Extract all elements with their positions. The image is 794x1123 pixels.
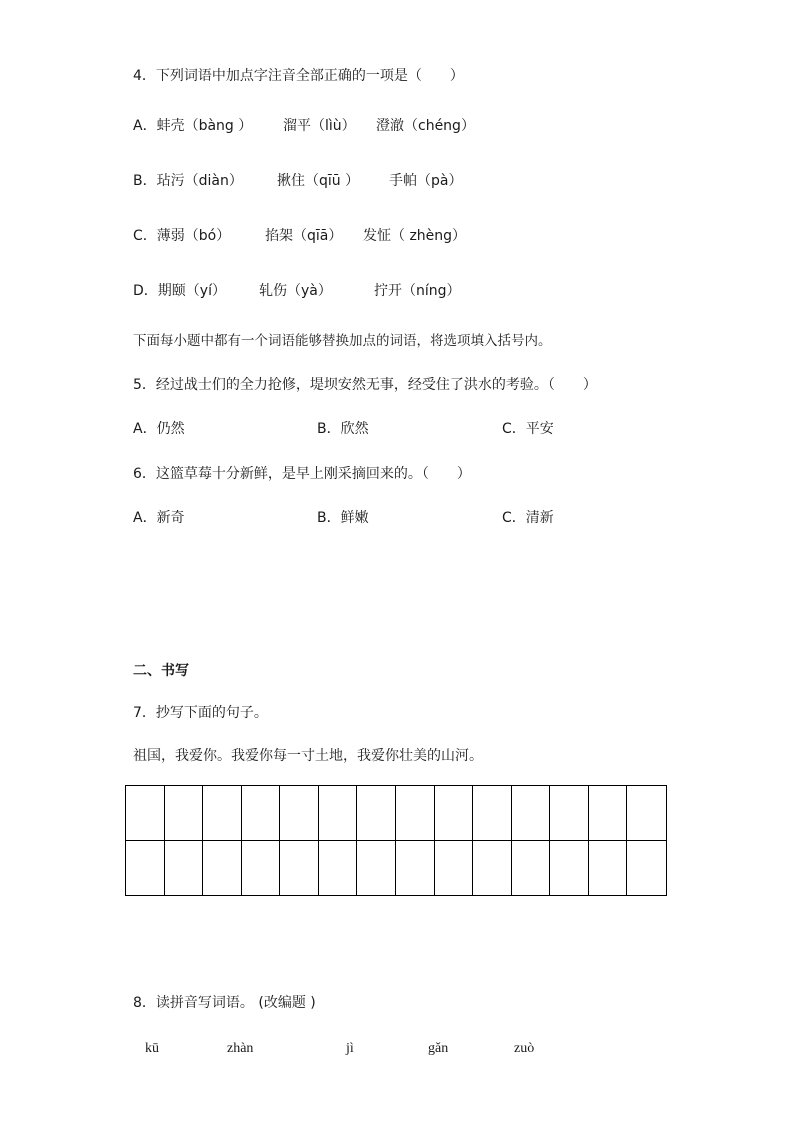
grid-cell [126, 841, 165, 896]
writing-grid [125, 785, 667, 896]
q5-option-b: B．欣然 [317, 421, 369, 437]
q4-option-d-word3: 拧开（níng） [374, 283, 461, 299]
q5-stem: 5．经过战士们的全力抢修，堤坝安然无事，经受住了洪水的考验。（ ） [133, 377, 597, 393]
grid-cell [589, 841, 628, 896]
q4-option-c-word3: 发怔（ zhèng） [363, 228, 467, 244]
q4-option-c-word2: 掐架（qīā） [265, 228, 343, 244]
q4-option-a-word2: 溜平（lìù） [283, 118, 356, 134]
q7-sentence: 祖国，我爱你。我爱你每一寸土地，我爱你壮美的山河。 [133, 748, 483, 764]
grid-cell [203, 786, 242, 841]
q4-option-a-word1: A．蚌壳（bàng ） [133, 118, 253, 134]
grid-cell [550, 841, 589, 896]
q4-option-a-word3: 澄澈（chéng） [376, 118, 475, 134]
pinyin-2: zhàn [227, 1041, 254, 1056]
grid-cell [627, 841, 666, 896]
grid-cell [165, 841, 204, 896]
grid-cell [357, 786, 396, 841]
q4-option-c-word1: C．薄弱（bó） [133, 228, 231, 244]
q4-option-b-word2: 揪住（qīū ） [277, 173, 360, 189]
grid-cell [512, 841, 551, 896]
grid-cell [319, 786, 358, 841]
q6-option-b: B．鲜嫩 [317, 510, 369, 526]
pinyin-1: kū [145, 1041, 159, 1056]
grid-cell [627, 786, 666, 841]
grid-cell [589, 786, 628, 841]
pinyin-3: jì [346, 1041, 354, 1056]
grid-cell [357, 841, 396, 896]
q4-stem: 4．下列词语中加点字注音全部正确的一项是（ ） [133, 68, 464, 84]
q5-option-a: A．仍然 [133, 421, 185, 437]
grid-cell [396, 786, 435, 841]
grid-cell [512, 786, 551, 841]
pinyin-5: zuò [514, 1041, 535, 1056]
grid-cell [396, 841, 435, 896]
grid-cell [165, 786, 204, 841]
q7-stem: 7．抄写下面的句子。 [133, 705, 268, 721]
q6-stem: 6．这篮草莓十分新鲜，是早上刚采摘回来的。（ ） [133, 466, 471, 482]
grid-cell [242, 841, 281, 896]
grid-cell [203, 841, 242, 896]
grid-cell [473, 841, 512, 896]
grid-cell [319, 841, 358, 896]
pinyin-4: gǎn [428, 1041, 449, 1056]
q6-option-a: A．新奇 [133, 510, 185, 526]
q4-option-b-word1: B．玷污（diàn） [133, 173, 243, 189]
q6-option-c: C．清新 [502, 510, 554, 526]
grid-cell [473, 786, 512, 841]
grid-cell [435, 841, 474, 896]
instruction-text: 下面每小题中都有一个词语能够替换加点的词语，将选项填入括号内。 [133, 333, 552, 349]
grid-cell [550, 786, 589, 841]
grid-cell [242, 786, 281, 841]
section-heading: 二、书写 [133, 663, 189, 679]
q4-option-d-word1: D．期颐（yí） [133, 283, 226, 299]
grid-cell [280, 786, 319, 841]
grid-cell [435, 786, 474, 841]
grid-cell [126, 786, 165, 841]
q4-option-d-word2: 轧伤（yà） [259, 283, 332, 299]
grid-cell [280, 841, 319, 896]
q5-option-c: C．平安 [502, 421, 554, 437]
q8-stem: 8．读拼音写词语。 (改编题 ) [133, 995, 316, 1011]
q4-option-b-word3: 手帕（pà） [389, 173, 463, 189]
